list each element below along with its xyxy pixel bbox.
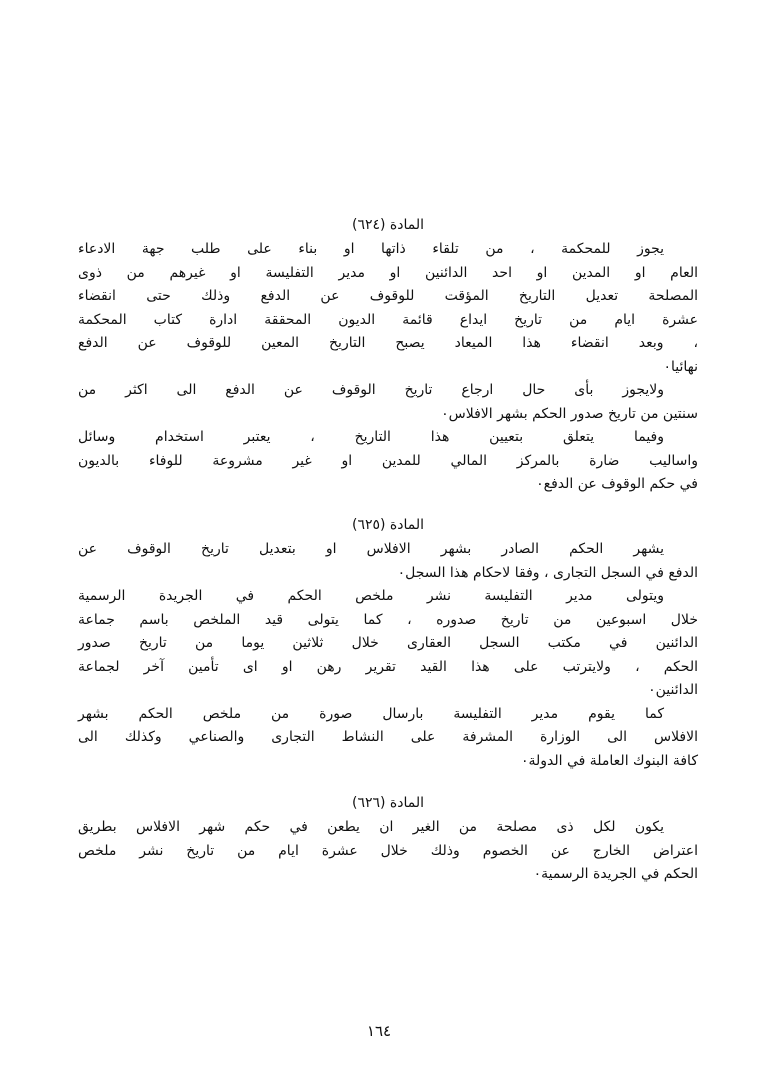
paragraph-line: ويتولى مدير التفليسة نشر ملخص الحكم في الجريدة الرسمية (78, 588, 664, 604)
paragraph-line: العام او المدين او احد الدائنين او مدير التفليسة او غيرهم من ذوى (78, 264, 698, 281)
paragraph-line: عشرة ايام من تاريخ ايداع قائمة الديون المحققة ادارة كتاب المحكمة (78, 311, 698, 328)
article-626 (78, 790, 698, 887)
paragraph-line: اعتراض الخارج عن الخصوم وذلك خلال عشرة ايام من تاريخ نشر ملخص (78, 842, 698, 859)
paragraph-line: كافة البنوك العاملة في الدولة٠ (520, 752, 698, 769)
paragraph-line: خلال اسبوعين من تاريخ صدوره ، كما يتولى قيد الملخص باسم جماعة (78, 611, 698, 628)
paragraph-line: ولايجوز بأى حال ارجاع تاريخ الوقوف عن الدفع الى اكثر من (78, 382, 664, 398)
article-heading: المادة (٦٢٤) (351, 217, 425, 233)
paragraph-line: يكون لكل ذى مصلحة من الغير ان يطعن في حكم شهر الافلاس بطريق (78, 819, 664, 835)
article-heading: المادة (٦٢٦) (351, 795, 425, 811)
article-625 (78, 512, 698, 773)
page-number: ١٦٤ (366, 1022, 392, 1040)
paragraph-line: سنتين من تاريخ صدور الحكم بشهر الافلاس٠ (441, 405, 698, 422)
paragraph-line: الافلاس الى الوزارة المشرفة على النشاط التجارى والصناعي وكذلك الى (78, 729, 698, 745)
paragraph-line: واساليب ضارة بالمركز المالي للمدين او غير مشروعة للوفاء بالديون (78, 452, 698, 469)
paragraph-line: نهائيا٠ (663, 358, 698, 375)
paragraph-line: كما يقوم مدير التفليسة بارسال صورة من ملخص الحكم بشهر (78, 705, 664, 722)
paragraph-line: الحكم في الجريدة الرسمية٠ (533, 866, 698, 882)
paragraph-line: الدفع في السجل التجارى ، وفقا لاحكام هذا السجل٠ (397, 564, 698, 581)
paragraph-line: الدائنين في مكتب السجل العقارى خلال ثلاثين يوما من تاريخ صدور (78, 635, 698, 651)
paragraph-line: يشهر الحكم الصادر بشهر الافلاس او بتعديل تاريخ الوقوف عن (78, 541, 664, 557)
paragraph-line: في حكم الوقوف عن الدفع٠ (536, 476, 698, 492)
paragraph-line: الدائنين٠ (648, 682, 698, 698)
paragraph-line: الحكم ، ولايترتب على هذا القيد تقرير رهن او اى تأمين آخر لجماعة (78, 658, 698, 675)
paragraph-line: المصلحة تعديل التاريخ المؤقت للوقوف عن الدفع وذلك حتى انقضاء (78, 288, 698, 304)
article-624 (78, 212, 698, 497)
paragraph-line: يجوز للمحكمة ، من تلقاء ذاتها او بناء على طلب جهة الادعاء (78, 241, 664, 257)
article-heading: المادة (٦٢٥) (351, 517, 425, 533)
paragraph-line: وفيما يتعلق بتعيين هذا التاريخ ، يعتبر استخدام وسائل (78, 429, 664, 445)
paragraph-line: ، وبعد انقضاء هذا الميعاد يصبح التاريخ المعين للوقوف عن الدفع (78, 335, 698, 351)
